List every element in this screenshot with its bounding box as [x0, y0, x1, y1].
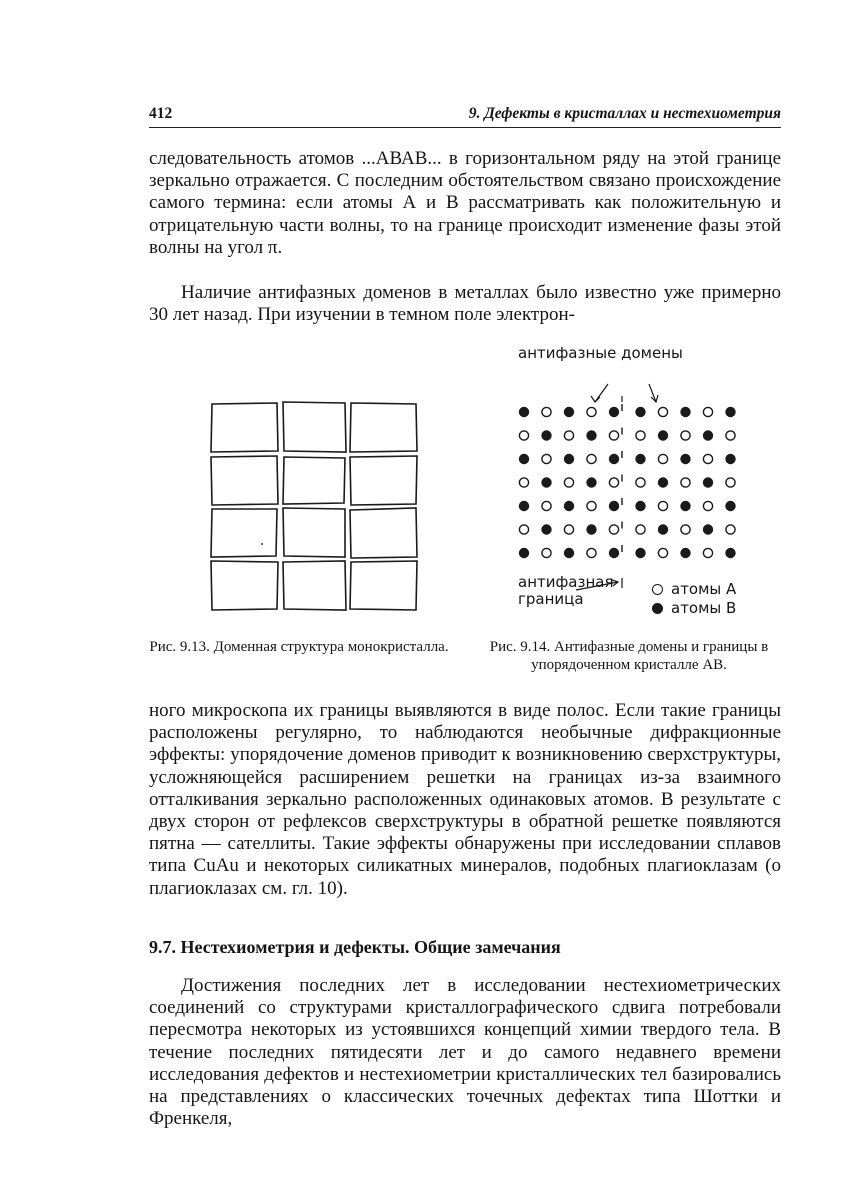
atom-a	[703, 501, 712, 510]
domain-cell	[211, 509, 277, 557]
atom-a	[542, 548, 551, 557]
atom-a	[636, 525, 645, 534]
atom-a	[636, 478, 645, 487]
section-title: 9.7. Нестехиометрия и дефекты. Общие замечания	[149, 937, 561, 957]
domain-cell	[211, 403, 278, 452]
atom-b	[725, 548, 735, 558]
atom-a	[636, 431, 645, 440]
atom-b	[658, 430, 668, 440]
label-antiphase-domains: антифазные домены	[518, 344, 683, 362]
legend-b-text: атомы B	[671, 599, 737, 617]
atom-b	[586, 477, 596, 487]
atom-b	[609, 548, 619, 558]
running-title: 9. Дефекты в кристаллах и нестехиометрия	[468, 105, 781, 122]
atom-b	[680, 548, 690, 558]
domain-cell	[350, 508, 417, 558]
paragraph-4: Достижения последних лет в исследовании нестехиометрических соединений со структурами кристаллографического сдвига потребовали пересмотра некоторых из устоявшихся концепций химии твердого тела. В течение последних пятидесяти лет и до самого недавнего времени исследования дефектов и нестехиометрии кристаллических тел базировались на представлениях о классических точечных дефектах типа Шоттки и Френкеля,	[149, 975, 781, 1130]
atom-a	[609, 525, 618, 534]
atom-b	[586, 430, 596, 440]
atom-b	[564, 454, 574, 464]
domain-cell	[350, 403, 417, 452]
atom-a	[703, 548, 712, 557]
atom-a	[564, 525, 573, 534]
domain-cell	[350, 561, 417, 610]
atom-a	[587, 454, 596, 463]
running-header	[149, 103, 781, 128]
domain-cell	[283, 402, 346, 452]
atom-a	[542, 407, 551, 416]
domain-cell	[283, 508, 345, 557]
atom-a	[609, 478, 618, 487]
atom-b	[519, 548, 529, 558]
atom-a	[726, 525, 735, 534]
atom-b	[541, 477, 551, 487]
atom-b	[635, 407, 645, 417]
atom-b	[609, 501, 619, 511]
atom-b	[635, 501, 645, 511]
atom-a	[703, 407, 712, 416]
atom-a	[519, 525, 528, 534]
atom-b	[725, 501, 735, 511]
legend-a	[652, 580, 736, 599]
atom-a	[542, 501, 551, 510]
atom-b	[635, 454, 645, 464]
atom-a	[658, 407, 667, 416]
atom-a	[587, 548, 596, 557]
atom-a	[726, 431, 735, 440]
atom-a	[519, 431, 528, 440]
atom-a	[587, 501, 596, 510]
atoms-layer	[519, 404, 736, 558]
atom-b	[609, 454, 619, 464]
atom-b	[586, 524, 596, 534]
atom-b	[635, 548, 645, 558]
atom-a	[658, 501, 667, 510]
atom-b	[564, 501, 574, 511]
atom-b	[658, 524, 668, 534]
figure-9-13-domain-structure	[204, 396, 428, 618]
paragraph-3: ного микроскопа их границы выявляются в виде полос. Если такие границы расположены регулярно, то наблюдаются необычные дифракционные эффекты: упорядочение доменов приводит к возникновению сверхструктуры, усложняющейся расширением решетки на границах из-за взаимного отталкивания зеркально расположенных одинаковых атомов. В результате с двух сторон от рефлексов сверхструктуры в обратной решетке появляются пятна — сателлиты. Такие эффекты обнаружены при исследовании сплавов типа CuAu и некоторых силикатных минералов, подобных плагиоклазам (о плагиоклазах см. гл. 10).	[149, 700, 781, 899]
caption-figure-9-13: Рис. 9.13. Доменная структура монокристалла.	[149, 639, 449, 655]
atom-b	[564, 407, 574, 417]
paragraph-1: следовательность атомов ...АВАВ... в горизонтальном ряду на этой границе зеркально отражается. С последним обстоятельством связано происхождение самого термина: если атомы А и В рассматривать как положительную и отрицательную части волны, то на границе происходит изменение фазы этой волны на угол π.	[149, 148, 781, 258]
atom-a	[658, 454, 667, 463]
atom-a	[519, 478, 528, 487]
domain-cell	[211, 561, 278, 610]
domain-cell	[283, 561, 346, 610]
atom-b	[703, 430, 713, 440]
atom-b	[725, 407, 735, 417]
atom-a	[587, 407, 596, 416]
open-circle-icon	[652, 584, 663, 595]
lattice-diagram	[510, 362, 770, 592]
atom-a	[703, 454, 712, 463]
domain-cell	[350, 456, 417, 505]
atom-b	[541, 524, 551, 534]
label-antiphase-boundary	[518, 574, 614, 608]
atom-b	[680, 407, 690, 417]
atom-b	[519, 454, 529, 464]
atom-a	[609, 431, 618, 440]
atom-b	[519, 501, 529, 511]
paragraph-2: Наличие антифазных доменов в металлах было известно уже примерно 30 лет назад. При изучении в темном поле электрон-	[149, 282, 781, 326]
atom-b	[519, 407, 529, 417]
legend-a-text: атомы А	[671, 580, 737, 598]
atom-a	[681, 478, 690, 487]
atom-b	[703, 477, 713, 487]
label-boundary-line-2: граница	[518, 590, 584, 608]
domain-cell	[283, 457, 345, 504]
label-boundary-line-1: антифазная	[518, 573, 614, 591]
atom-b	[703, 524, 713, 534]
atom-b	[541, 430, 551, 440]
figure-9-14-antiphase-domains	[510, 344, 770, 624]
atom-b	[680, 454, 690, 464]
atom-a	[681, 525, 690, 534]
atom-a	[658, 548, 667, 557]
atom-b	[609, 407, 619, 417]
atom-a	[564, 478, 573, 487]
atom-b	[680, 501, 690, 511]
atom-b	[564, 548, 574, 558]
domain-arrows	[591, 384, 658, 402]
caption-figure-9-14: Рис. 9.14. Антифазные домены и границы в упорядоченном кристалле АВ.	[489, 639, 769, 673]
domain-cell	[211, 456, 278, 505]
page-number: 412	[149, 105, 173, 122]
atom-b	[658, 477, 668, 487]
atom-a	[726, 478, 735, 487]
legend	[652, 580, 736, 618]
filled-circle-icon	[652, 603, 663, 614]
atom-b	[725, 454, 735, 464]
legend-b	[652, 599, 736, 618]
atom-a	[564, 431, 573, 440]
atom-a	[681, 431, 690, 440]
atom-a	[542, 454, 551, 463]
